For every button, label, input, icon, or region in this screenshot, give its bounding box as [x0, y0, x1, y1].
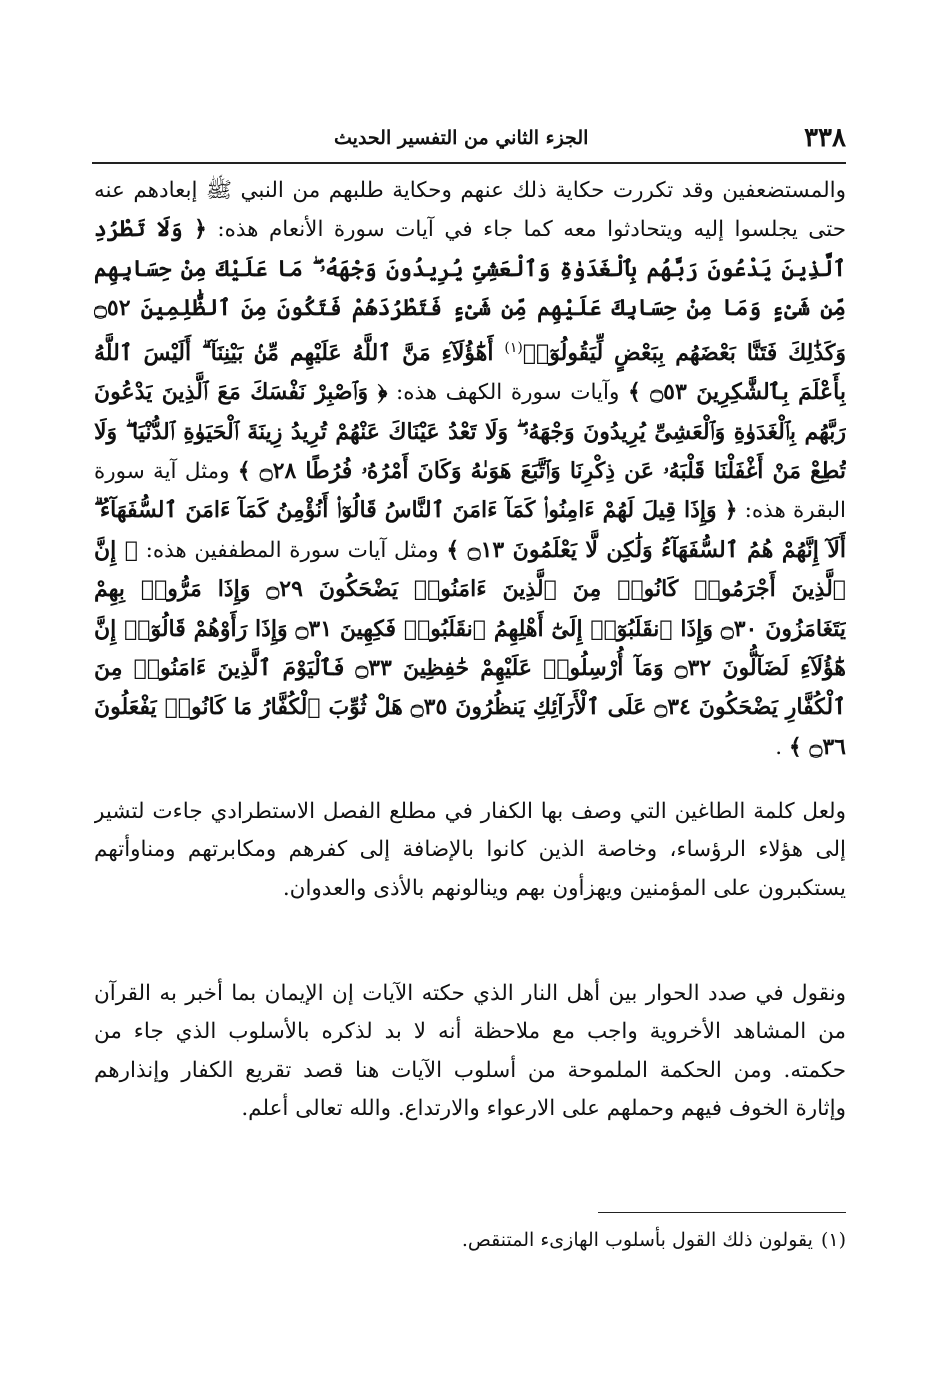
- page-number: ٣٣٨: [804, 123, 846, 153]
- paragraph-taghin: ولعل كلمة الطاغين التي وصف بها الكفار في مطلع الفصل الاستطرادي جاءت لتشير إلى هؤلاء الرؤساء، وخاصة الذين كانوا بالإضافة إلى كفرهم ومكابرتهم ومناوأتهم يستكبرون على المؤمنين ويهزأون بهم وينالونهم بالأذى والعدوان.: [94, 799, 846, 901]
- paragraph-text: والمستضعفين وقد تكررت حكاية ذلك عنهم وحكاية طلبهم من النبي ﷺ إبعادهم عنه حتى يجلسوا إليه ويتحادثوا معه كما جاء في آيات سورة الأنعام هذه:: [94, 178, 846, 243]
- page-body: [94, 172, 846, 1167]
- quran-verse-anam: ﴿ وَلَا تَطْرُدِ ٱلَّذِينَ يَدْعُونَ رَبَّهُم بِٱلْغَدَوٰةِ وَٱلْعَشِىِّ يُرِيدُونَ وَجْهَهُۥ ۖ مَا عَلَيْكَ مِنْ حِسَابِهِم مِّن شَىْءٍ وَمَا مِنْ حِسَابِكَ عَلَيْهِم مِّن شَىْءٍ فَتَطْرُدَهُمْ فَتَكُونَ مِنَ ٱلظَّٰلِمِينَ ۝٥٢ وَكَذَٰلِكَ فَتَنَّا بَعْضَهُم بِبَعْضٍ لِّيَقُولُوٓا۟: [94, 216, 846, 366]
- footnote-number: (١): [820, 1229, 846, 1251]
- header-divider: [92, 162, 846, 164]
- quran-verse-kahf: ﴿ وَٱصْبِرْ نَفْسَكَ مَعَ ٱلَّذِينَ يَدْعُونَ رَبَّهُم بِٱلْغَدَوٰةِ وَٱلْعَشِىِّ يُرِيدُونَ وَجْهَهُۥ ۖ وَلَا تَعْدُ عَيْنَاكَ عَنْهُمْ تُرِيدُ زِينَةَ ٱلْحَيَوٰةِ ٱلدُّنْيَا ۖ وَلَا تُطِعْ مَنْ أَغْفَلْنَا قَلْبَهُۥ عَن ذِكْرِنَا وَٱتَّبَعَ هَوَىٰهُ وَكَانَ أَمْرُهُۥ فُرُطًا ۝٢٨ ﴾: [94, 379, 846, 484]
- running-title: الجزء الثاني من التفسير الحديث: [334, 127, 589, 149]
- quran-verse-anam-cont: أَهَٰٓؤُلَآءِ مَنَّ ٱللَّهُ عَلَيْهِم مِّنۢ بَيْنِنَآ ۗ أَلَيْسَ ٱللَّهُ بِأَعْلَمَ بِٱلشَّٰكِرِينَ ۝٥٣ ﴾: [94, 339, 846, 406]
- footnote: [94, 1224, 846, 1256]
- paragraph-text: ومثل آية سورة البقرة هذه:: [94, 459, 846, 524]
- paragraph-quotations: [94, 172, 846, 767]
- paragraph-text: وآيات سورة الكهف هذه:: [387, 380, 628, 406]
- quran-verse-baqara: ﴿ وَإِذَا قِيلَ لَهُمْ ءَامِنُوا۟ كَمَآ ءَامَنَ ٱلنَّاسُ قَالُوٓا۟ أَنُؤْمِنُ كَمَآ ءَامَنَ ٱلسُّفَهَآءُ ۗ أَلَآ إِنَّهُمْ هُمُ ٱلسُّفَهَآءُ وَلَٰكِن لَّا يَعْلَمُونَ ۝١٣ ﴾: [94, 497, 846, 563]
- paragraph-text: ومثل آيات سورة المطففين هذه:: [137, 537, 447, 563]
- page-header: [94, 118, 846, 158]
- quran-verse-mutaffifin: ﴿ إِنَّ ٱلَّذِينَ أَجْرَمُوا۟ كَانُوا۟ مِنَ ٱلَّذِينَ ءَامَنُوا۟ يَضْحَكُونَ ۝٢٩ وَإِذَا مَرُّوا۟ بِهِمْ يَتَغَامَزُونَ ۝٣٠ وَإِذَا ٱنقَلَبُوٓا۟ إِلَىٰٓ أَهْلِهِمُ ٱنقَلَبُوا۟ فَكِهِينَ ۝٣١ وَإِذَا رَأَوْهُمْ قَالُوٓا۟ إِنَّ هَٰٓؤُلَآءِ لَضَآلُّونَ ۝٣٢ وَمَآ أُرْسِلُوا۟ عَلَيْهِمْ حَٰفِظِينَ ۝٣٣ فَٱلْيَوْمَ ٱلَّذِينَ ءَامَنُوا۟ مِنَ ٱلْكُفَّارِ يَضْحَكُونَ ۝٣٤ عَلَى ٱلْأَرَآئِكِ يَنظُرُونَ ۝٣٥ هَلْ ثُوِّبَ ٱلْكُفَّارُ مَا كَانُوا۟ يَفْعَلُونَ ۝٣٦ ﴾: [94, 536, 846, 760]
- paragraph-hiwar: ونقول في صدد الحوار بين أهل النار الذي حكته الآيات إن الإيمان بما أخبر به القرآن من المشاهد الأخروية واجب مع ملاحظة أنه لا بد لذكره بالأسلوب الذي جاء من حكمته. ومن الحكمة الملموحة من أسلوب الآيات هنا قصد تقريع الكفار وإنذارهم وإثارة الخوف فيهم وحملهم على الارعواء والارتداع. والله تعالى أعلم.: [94, 981, 846, 1122]
- footnote-reference: (١): [504, 339, 523, 356]
- paragraph-text: .: [775, 734, 789, 760]
- footnote-text: يقولون ذلك القول بأسلوب الهازىء المتنقص.: [461, 1229, 813, 1251]
- footnote-divider: [598, 1212, 846, 1213]
